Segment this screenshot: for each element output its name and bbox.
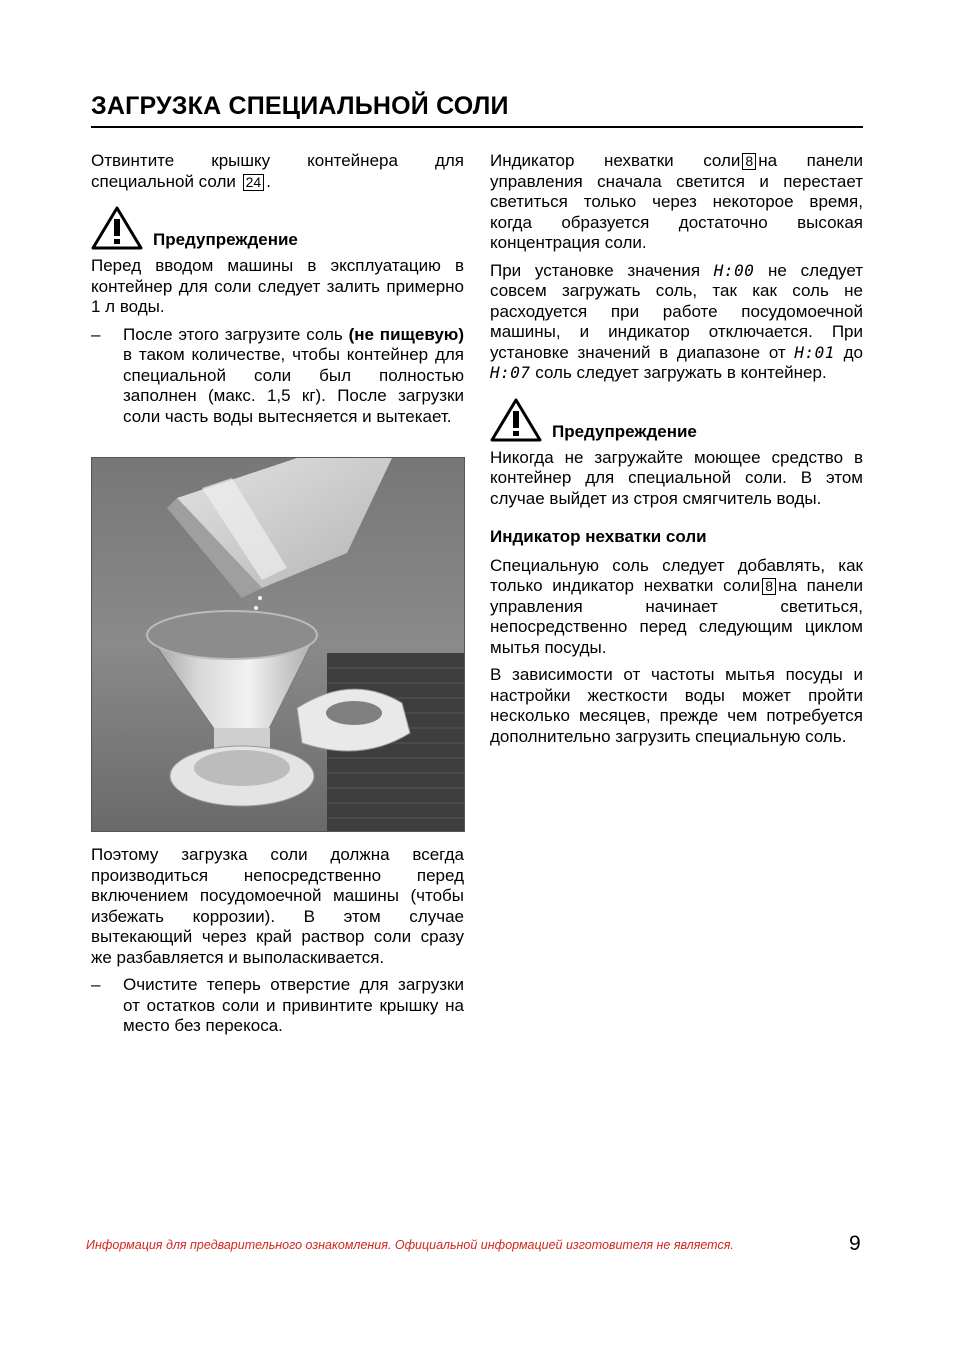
warning-heading: [91, 206, 464, 250]
paragraph: При установке значения H:00 не следует совсем загружать соль, так как соль не расходуется при работе посудомоечной машины, и индикатор отключается. При установке значений в диапазоне от H:01 до H:07 соль следует загружать в контейнер.: [490, 260, 863, 382]
display-code: H:07: [490, 363, 531, 382]
paragraph: Индикатор нехватки соли 8 на панели управления сначала светится и перестает светиться только через некоторое время, когда образуется достаточно высокая концентрация соли.: [490, 151, 863, 252]
list-item: [91, 975, 464, 1037]
warning-triangle-icon: [91, 206, 143, 250]
funnel-salt-image: [92, 458, 464, 831]
display-code: H:01: [794, 342, 835, 362]
paragraph: Специальную соль следует добавлять, как только индикатор нехватки соли 8 на панели управления начинает светиться, непосредственно перед следующим циклом мытья посуды.: [490, 555, 864, 657]
right-column: [490, 151, 863, 754]
section-subheading: Индикатор нехватки соли: [490, 527, 707, 546]
warning-text: Никогда не загружайте моющее средство в контейнер для специальной соли. В этом случае выйдет из строя смягчитель воды.: [490, 447, 863, 508]
warning-title: Предупреждение: [153, 230, 298, 249]
list-dash: –: [91, 324, 101, 344]
warning-text: Перед вводом машины в эксплуатацию в контейнер для соли следует залить примерно 1 л воды.: [91, 256, 464, 316]
list-dash: –: [91, 975, 101, 994]
footer-disclaimer: Информация для предварительного ознакомления. Официальной информацией изготовителя не является.: [86, 1238, 734, 1252]
list-item: [91, 325, 464, 428]
reference-number: 8: [762, 578, 776, 595]
paragraph: Поэтому загрузка соли должна всегда производиться непосредственно перед включением посудомоечной машины (чтобы избежать коррозии). В этом случае вытекающий через край раствор соли сразу же разбавляется и выполаскивается.: [91, 845, 464, 967]
left-column-lower: [91, 845, 464, 1044]
warning-heading: [490, 398, 863, 442]
list-item-text: Очистите теперь отверстие для загрузки от остатков соли и привинтите крышку на место без перекоса.: [123, 975, 464, 1035]
paragraph: В зависимости от частоты мытья посуды и настройки жесткости воды может пройти несколько месяцев, прежде чем потребуется дополнительно загрузить специальную соль.: [490, 665, 863, 746]
warning-triangle-icon: [490, 398, 542, 442]
page-title: ЗАГРУЗКА СПЕЦИАЛЬНОЙ СОЛИ: [91, 92, 863, 128]
warning-title: Предупреждение: [552, 421, 697, 441]
reference-number: 8: [742, 153, 756, 170]
list-item-text: После этого загрузите соль (не пищевую) в таком количестве, чтобы контейнер для специальной соли был полностью заполнен (макс. 1,5 кг). После загрузки соли часть воды вытесняется и вытекает.: [123, 324, 464, 426]
salt-loading-illustration: [91, 457, 465, 832]
display-code: H:00: [713, 260, 755, 280]
left-column: [91, 151, 464, 434]
unscrew-instruction: Отвинтите крышку контейнера для специальной соли 24 .: [91, 151, 464, 191]
page-number: 9: [849, 1232, 861, 1255]
reference-number: 24: [243, 174, 265, 191]
